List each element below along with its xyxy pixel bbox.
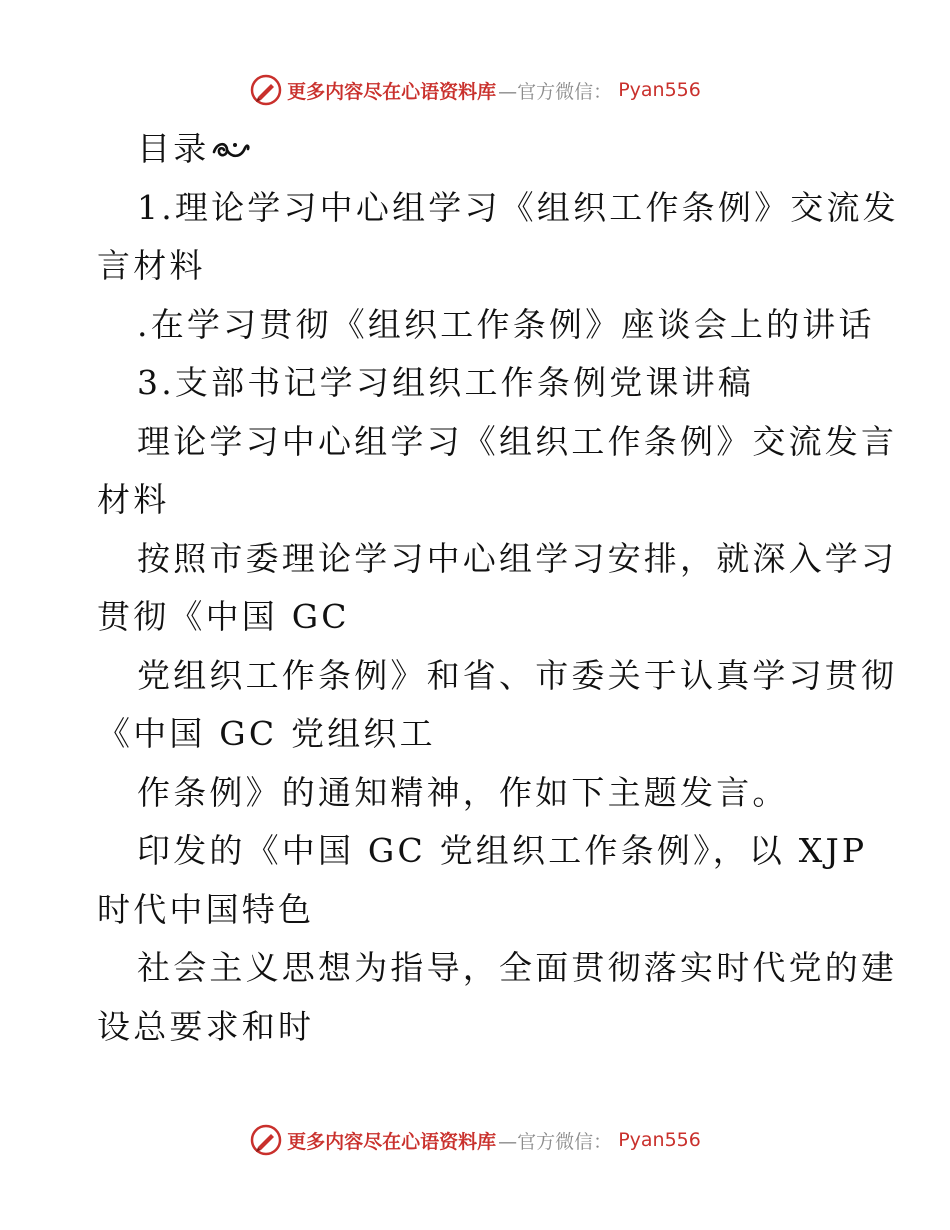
watermark-wechat-id: Pyan556	[618, 1129, 701, 1151]
toc-title: 目录	[137, 129, 210, 168]
paragraph-line: 按照市委理论学习中心组学习安排，就深入学习	[137, 538, 898, 578]
paragraph-line: 印发的《中国 GC 党组织工作条例》，以 XJP	[137, 831, 868, 870]
paragraph-line: 党组织工作条例》和省、市委关于认真学习贯彻	[137, 655, 898, 695]
toc-item-1-continued: 言材料	[97, 246, 206, 285]
watermark-official-label: —官方微信：	[498, 80, 613, 103]
document-body	[97, 120, 899, 1056]
watermark-footer	[0, 1120, 950, 1160]
toc-item-1: 1.理论学习中心组学习《组织工作条例》交流发	[137, 187, 899, 227]
paragraph-line: 《中国 GC 党组织工	[97, 714, 436, 753]
paragraph-line: 作条例》的通知精神，作如下主题发言。	[137, 772, 789, 812]
paragraph-line: 社会主义思想为指导，全面贯彻落实时代党的建	[137, 948, 898, 987]
pen-logo-icon	[249, 73, 283, 107]
toc-item-2: .在学习贯彻《组织工作条例》座谈会上的讲话	[137, 304, 875, 344]
ornament-swirl-icon	[211, 136, 251, 162]
watermark-brand: 更多内容尽在心语资料库	[287, 1130, 497, 1153]
paragraph-line: 贯彻《中国 GC	[97, 597, 350, 636]
watermark-official-label: —官方微信：	[498, 1130, 613, 1153]
toc-item-3: 3.支部书记学习组织工作条例党课讲稿	[137, 363, 755, 402]
pen-logo-icon	[249, 1123, 283, 1157]
paragraph-line: 时代中国特色	[97, 889, 315, 929]
paragraph-line: 设总要求和时	[97, 1006, 315, 1046]
section-title-continued: 材料	[97, 480, 170, 519]
watermark-wechat-id: Pyan556	[618, 79, 701, 101]
watermark-header	[0, 70, 950, 110]
watermark-brand: 更多内容尽在心语资料库	[287, 80, 497, 103]
toc-heading-line	[97, 120, 857, 179]
section-title: 理论学习中心组学习《组织工作条例》交流发言	[137, 421, 898, 461]
